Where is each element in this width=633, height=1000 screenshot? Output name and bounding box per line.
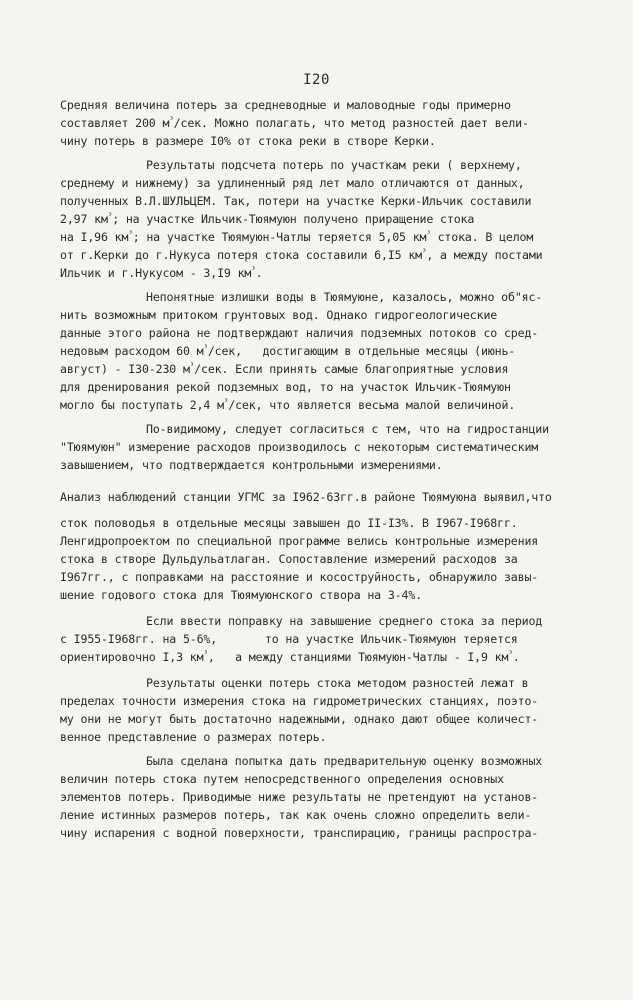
text-line: чину потерь в размере I0% от стока реки в створе Керки. bbox=[60, 134, 436, 148]
text-line: му они не могут быть достаточно надежными, однако дают общее количест- bbox=[60, 712, 539, 726]
text-line: на I,96 $км^{^3}$; на участке Тюямуюн-Чатлы теряется 5,05 $км^{^3}$ стока. В целом bbox=[60, 229, 534, 244]
text-line: Ильчик и г.Нукусом - 3,I9 $км^{^3}$. bbox=[60, 265, 263, 280]
text-line: По-видимому, следует согласиться с тем, что на гидростанции bbox=[146, 422, 549, 436]
text-line: для дренирования рекой подземных вод, то на участок Ильчик-Тюямуюн bbox=[60, 380, 511, 394]
text-line: пределах точности измерения стока на гидрометрических станциях, поэто- bbox=[60, 694, 539, 708]
text-line: могло бы поступать 2,4 $м^{^3}$/сек, что является весьма малой величиной. bbox=[60, 397, 516, 412]
text-line: недовым расходом 60 $м^{^3}$/сек, достигающим в отдельные месяцы (июнь- bbox=[60, 343, 516, 358]
text-line: нить возможным притоком грунтовых вод. Однако гидрогеологические bbox=[60, 308, 498, 322]
text-line: чину испарения с водной поверхности, транспирацию, границы распростра- bbox=[60, 826, 539, 840]
text-line: элементов потерь. Приводимые ниже результаты не претендуют на установ- bbox=[60, 790, 539, 804]
text-line: Результаты подсчета потерь по участкам реки ( верхнему, bbox=[146, 158, 522, 172]
text-line: Средняя величина потерь за средневодные и маловодные годы примерно bbox=[60, 98, 511, 112]
text-line: ление истинных размеров потерь, так как очень сложно определить вели- bbox=[60, 808, 532, 822]
text-line: от г.Керки до г.Нукуса потеря стока составили 6,I5 $км^{^3}$, а между постами bbox=[60, 247, 543, 262]
text-line: завышением, что подтверждается контрольными измерениями. bbox=[60, 458, 443, 472]
text-line: 2,97 $км^{^3}$; на участке Ильчик-Тюямуюн получено приращение стока bbox=[60, 211, 475, 226]
text-line: сток половодья в отдельные месяцы завышен до II-I3%. В I967-I968гг. bbox=[60, 516, 518, 530]
text-line: Если ввести поправку на завышение среднего стока за период bbox=[146, 614, 543, 628]
text-line: данные этого района не подтверждают наличия подземных потоков со сред- bbox=[60, 326, 539, 340]
text-line: Непонятные излишки воды в Тюямуюне, казалось, можно об"яс- bbox=[146, 290, 543, 304]
text-line: венное представление о размерах потерь. bbox=[60, 730, 327, 744]
text-line: составляет 200 $м^{^3}$/сек. Можно полагать, что метод разностей дает вели- bbox=[60, 115, 529, 130]
text-line: Была сделана попытка дать предварительную оценку возможных bbox=[146, 754, 543, 768]
text-line: полученных В.Л.ШУЛЬЦЕМ. Так, потери на участке Керки-Ильчик составили bbox=[60, 194, 532, 208]
text-line: август) - I30-230 $м^{^3}$/сек. Если принять самые благоприятные условия bbox=[60, 361, 509, 376]
text-line: с I955-I968гг. на 5-6%, то на участке Ильчик-Тюямуюн теряется bbox=[60, 632, 518, 646]
text-line: Анализ наблюдений станции УГМС за I962-63гг.в районе Тюямуюна выявил,что bbox=[60, 490, 552, 504]
text-line: ориентировочно I,3 $км^{^3}$, а между станциями Тюямуюн-Чатлы - I,9 $км^{^3}$. bbox=[60, 649, 520, 664]
text-line: "Тюямуюн" измерение расходов производилось с некоторым систематическим bbox=[60, 440, 539, 454]
text-line: I967гг., с поправками на расстояние и косоструйность, обнаружило завы- bbox=[60, 570, 539, 584]
text-line: Ленгидропроектом по специальной программе велись контрольные измерения bbox=[60, 534, 539, 548]
text-line: Результаты оценки потерь стока методом разностей лежат в bbox=[146, 676, 529, 690]
text-line: стока в створе Дульдульатлаган. Сопоставление измерений расходов за bbox=[60, 552, 518, 566]
page-number: I20 bbox=[303, 72, 330, 88]
text-line: шение годового стока для Тюямуюнского створа на 3-4%. bbox=[60, 588, 422, 602]
text-line: среднему и нижнему) за удлиненный ряд лет мало отличаются от данных, bbox=[60, 176, 525, 190]
text-line: величин потерь стока путем непосредственного определения основных bbox=[60, 772, 504, 786]
